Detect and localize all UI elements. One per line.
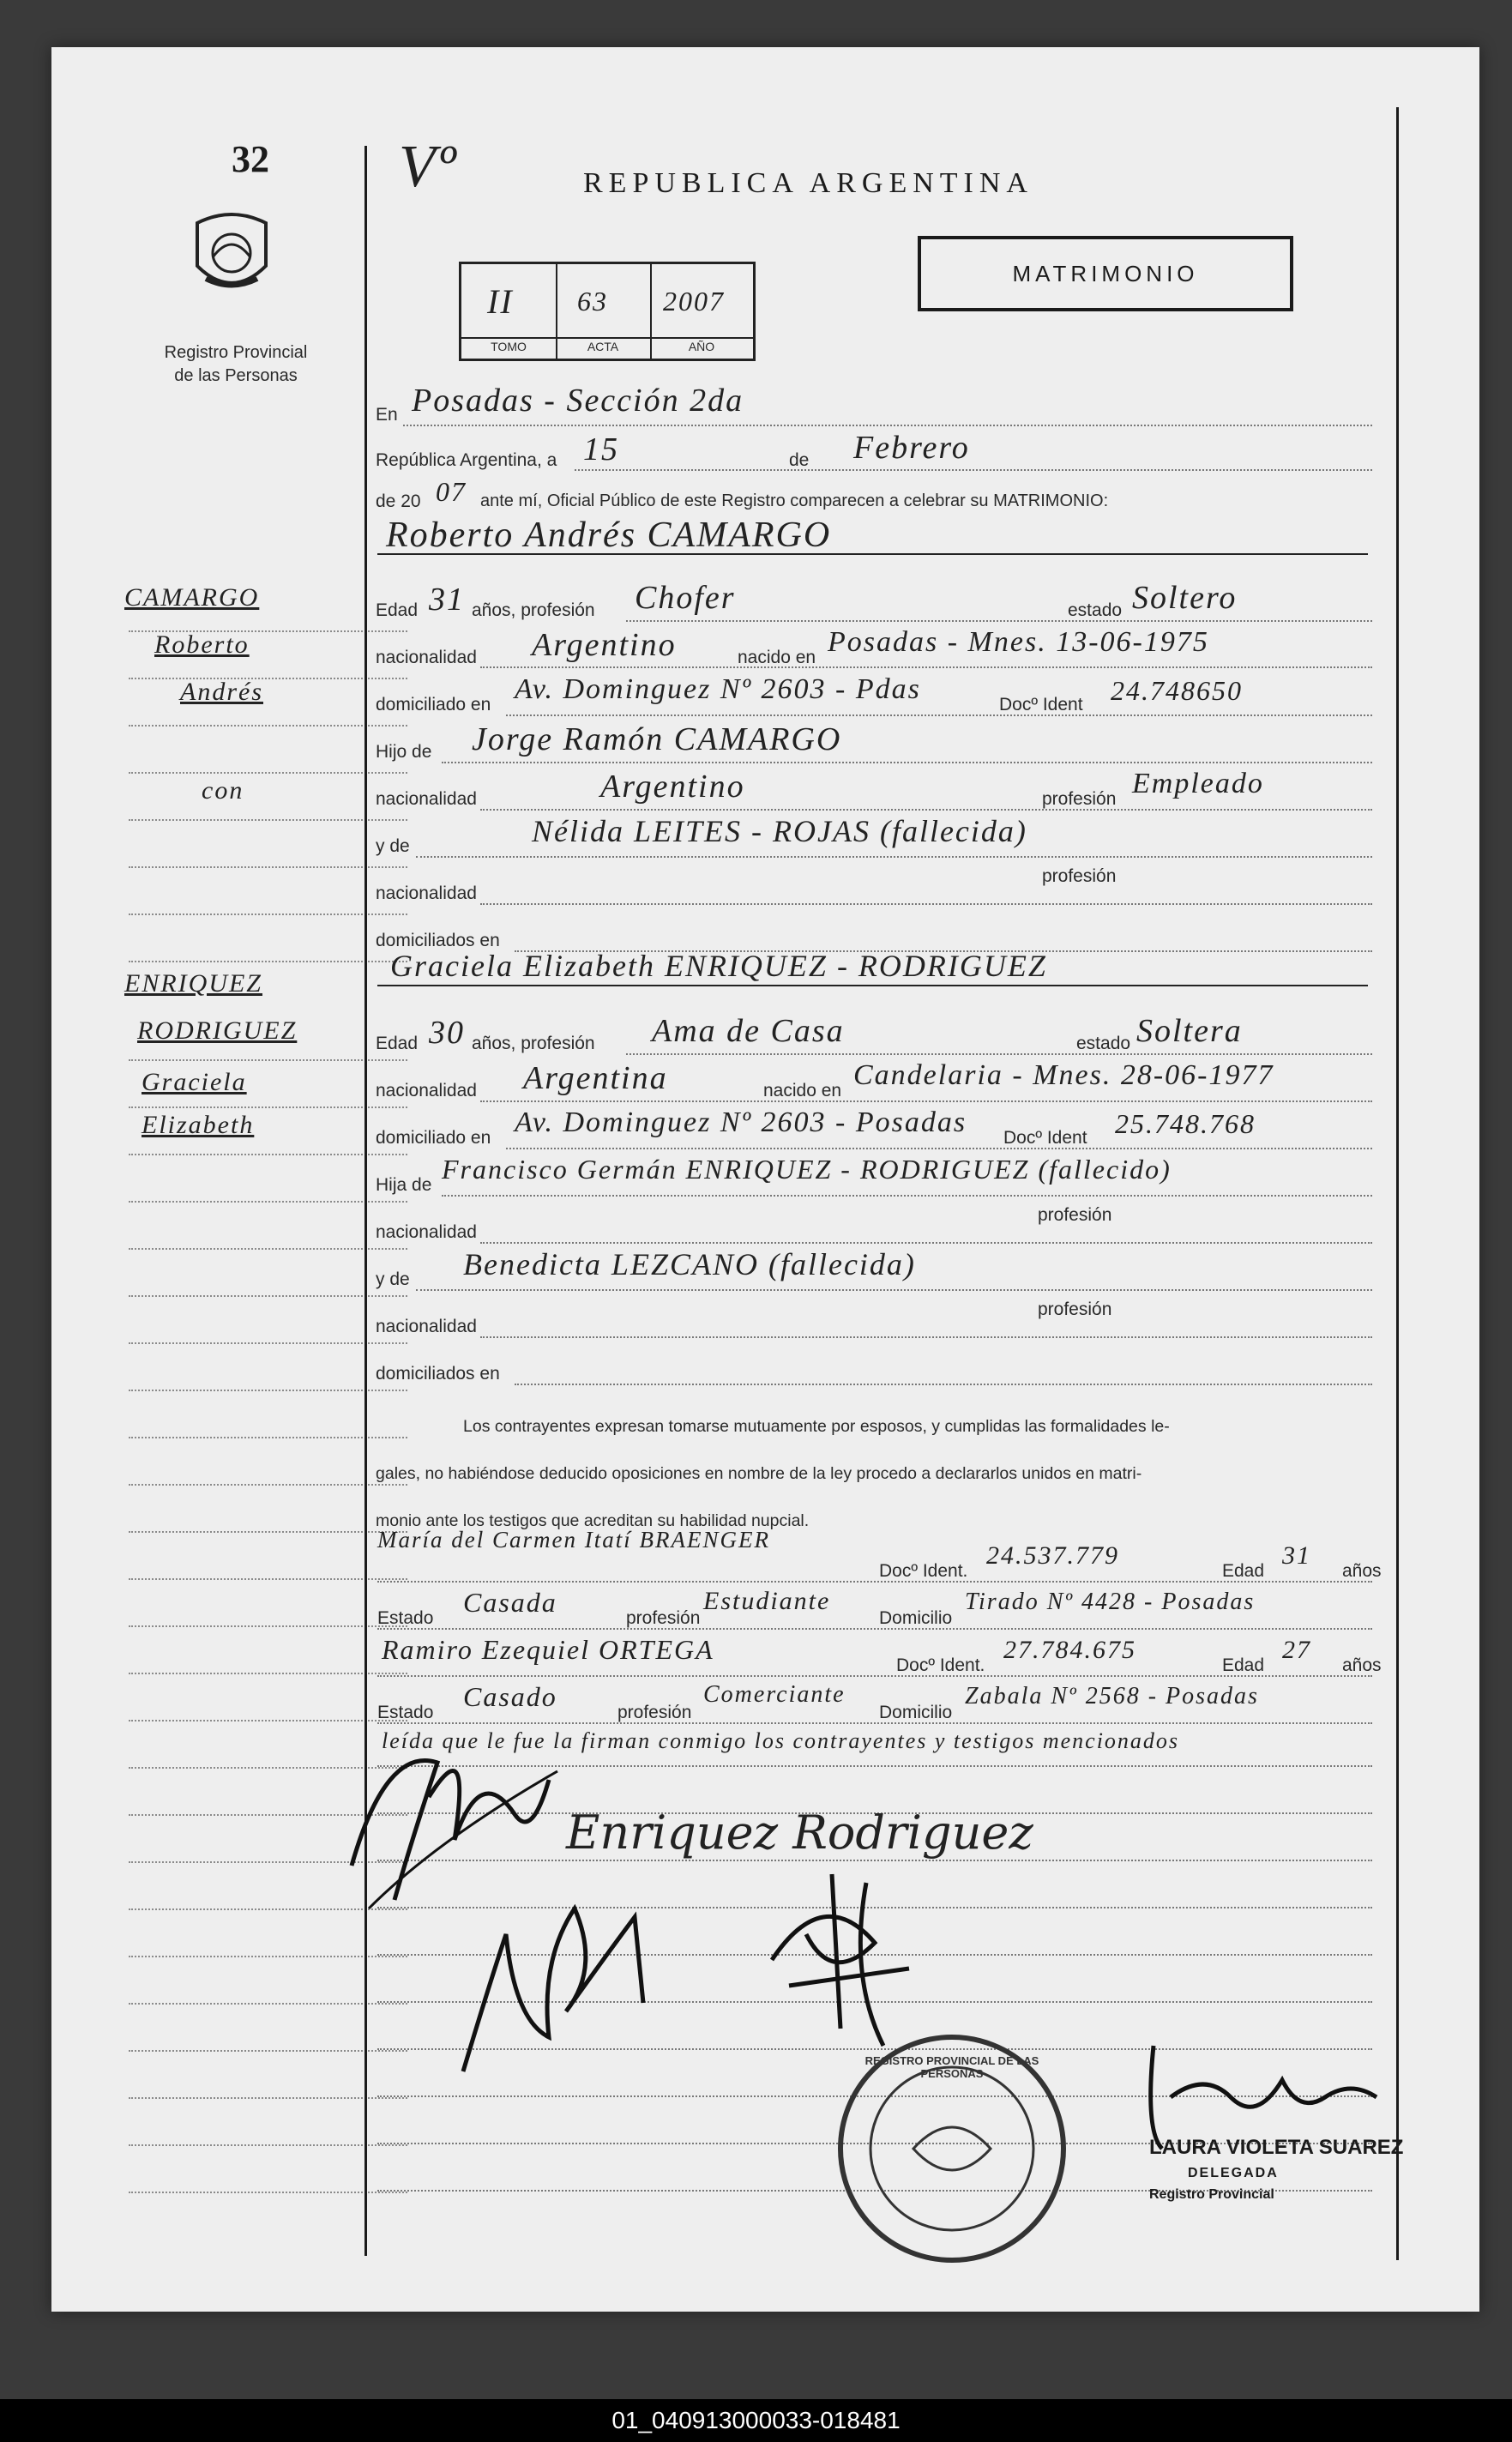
margin-groom-name1: Roberto (154, 630, 250, 659)
margin-bride-surname: ENRIQUEZ (124, 969, 262, 998)
bride-mother-prof-label: profesión (1038, 1299, 1112, 1319)
bride-yde-label: y de (376, 1269, 410, 1289)
stamp-text: REGISTRO PROVINCIAL DE LAS PERSONAS (864, 2054, 1039, 2080)
groom-father-prof-label: profesión (1042, 789, 1117, 809)
bride-domiciliados-label: domiciliados en (376, 1364, 500, 1384)
right-rule (1396, 107, 1399, 2260)
witness-signature-icon (429, 1857, 703, 2080)
groom-profession: Chofer (635, 580, 736, 616)
anio-label: AÑO (688, 340, 715, 353)
certificate-page (51, 47, 1479, 2312)
groom-father-nationality: Argentino (600, 769, 745, 805)
official-name: LAURA VIOLETA SUAREZ (1149, 2136, 1404, 2159)
year: 07 (436, 476, 467, 507)
groom-domicilio-label: domiciliado en (376, 695, 491, 715)
groom-edad-label: Edad (376, 600, 419, 620)
bride-nacido-label: nacido en (763, 1081, 842, 1100)
groom-birth: Posadas - Mnes. 13-06-1975 (828, 626, 1209, 658)
record-box (459, 262, 756, 361)
bride-nacionalidad-label: nacionalidad (376, 1081, 477, 1100)
groom-estado-label: estado (1068, 600, 1123, 620)
witness1-estado-label: Estado (377, 1608, 434, 1628)
closing-note: leída que le fue la firman conmigo los contrayentes y testigos mencionados (382, 1728, 1180, 1753)
bride-name: Graciela Elizabeth ENRIQUEZ - RODRIGUEZ (390, 949, 1047, 983)
witness2-age: 27 (1282, 1636, 1311, 1664)
witness1-edad-label: Edad (1222, 1561, 1265, 1581)
bride-profesion-label: años, profesión (472, 1034, 595, 1053)
witness1-status: Casada (463, 1587, 557, 1618)
groom-doc: 24.748650 (1111, 675, 1243, 706)
appear-text: ante mí, Oficial Público de este Registro comparecen a celebrar su MATRIMONIO: (480, 491, 1109, 510)
margin-bride-name2: Elizabeth (142, 1111, 255, 1139)
groom-profesion-label: años, profesión (472, 600, 595, 620)
groom-father-nat-label: nacionalidad (376, 789, 477, 809)
registry-line-1: Registro Provincial (164, 343, 308, 362)
witness2-estado-label: Estado (377, 1703, 434, 1722)
witness2-prof-label: profesión (617, 1703, 692, 1722)
bride-mother: Benedicta LEZCANO (fallecida) (463, 1247, 916, 1281)
margin-bride-name1: Graciela (142, 1068, 247, 1096)
witness1-age: 31 (1282, 1541, 1311, 1570)
margin-con: con (202, 776, 244, 805)
day: 15 (583, 431, 619, 467)
anio-value: 2007 (663, 286, 725, 317)
witness1-anios-label: años (1342, 1561, 1382, 1581)
doc-type: MATRIMONIO (1012, 261, 1199, 286)
witness2-profession: Comerciante (703, 1681, 846, 1708)
witness2-edad-label: Edad (1222, 1655, 1265, 1675)
initial-mark: Vº (399, 134, 458, 200)
witness1-address: Tirado Nº 4428 - Posadas (965, 1589, 1256, 1615)
official-subtitle: Registro Provincial (1149, 2187, 1274, 2202)
left-rule (364, 146, 367, 2256)
witness2-status: Casado (463, 1681, 557, 1712)
official-title: DELEGADA (1188, 2166, 1279, 2180)
bride-father-prof-label: profesión (1038, 1205, 1112, 1225)
year-prefix: de 20 (376, 491, 421, 511)
republic-label: República Argentina, a (376, 450, 557, 470)
bride-birth: Candelaria - Mnes. 28-06-1977 (853, 1059, 1274, 1091)
witness2-anios-label: años (1342, 1655, 1382, 1675)
month: Febrero (853, 430, 970, 466)
bride-father: Francisco Germán ENRIQUEZ - RODRIGUEZ (fallecido) (442, 1154, 1172, 1185)
acta-label: ACTA (587, 340, 619, 353)
bride-edad-label: Edad (376, 1034, 419, 1053)
bride-doc: 25.748.768 (1115, 1108, 1256, 1139)
bride-estado-label: estado (1076, 1034, 1131, 1053)
acta-value: 63 (577, 286, 608, 317)
groom-father-profession: Empleado (1132, 768, 1264, 799)
tomo-label: TOMO (491, 340, 527, 353)
witness2-doc: 27.784.675 (1003, 1636, 1136, 1664)
witness2-name: Ramiro Ezequiel ORTEGA (382, 1634, 714, 1665)
footer-id: 01_040913000033-018481 (0, 2399, 1512, 2442)
groom-nacionalidad-label: nacionalidad (376, 648, 477, 667)
de-label: de (789, 450, 810, 470)
witness1-domicilio-label: Domicilio (879, 1608, 953, 1628)
margin-groom-name2: Andrés (180, 678, 263, 706)
groom-status: Soltero (1132, 580, 1238, 616)
witness1-prof-label: profesión (626, 1608, 701, 1628)
province-seal-icon (189, 206, 274, 300)
witness2-domicilio-label: Domicilio (879, 1703, 953, 1722)
groom-nacido-label: nacido en (738, 648, 816, 667)
groom-mother-prof-label: profesión (1042, 866, 1117, 886)
declaration-line-1: Los contrayentes expresan tomarse mutuamente por esposos, y cumplidas las formalidades le- (463, 1417, 1170, 1436)
bride-hija-label: Hija de (376, 1175, 432, 1195)
en-label: En (376, 405, 398, 425)
bride-status: Soltera (1136, 1013, 1243, 1049)
margin-bride-surname2: RODRIGUEZ (137, 1016, 298, 1045)
witness1-profession: Estudiante (703, 1587, 831, 1615)
groom-domiciliados-label: domiciliados en (376, 931, 500, 950)
witness1-name: María del Carmen Itatí BRAENGER (377, 1527, 770, 1553)
registry-line-2: de las Personas (174, 366, 298, 385)
bride-mother-nat-label: nacionalidad (376, 1317, 477, 1336)
bride-nationality: Argentina (523, 1060, 668, 1096)
groom-hijo-label: Hijo de (376, 742, 432, 762)
country-title: REPUBLICA ARGENTINA (583, 167, 1033, 199)
groom-father: Jorge Ramón CAMARGO (472, 721, 842, 757)
witness2-address: Zabala Nº 2568 - Posadas (965, 1683, 1259, 1709)
page-number: 32 (232, 138, 269, 180)
groom-nationality: Argentino (532, 627, 677, 663)
place: Posadas - Sección 2da (412, 383, 744, 419)
bride-signature: Enriquez Rodriguez (566, 1806, 1033, 1860)
groom-mother-nat-label: nacionalidad (376, 883, 477, 903)
tomo-value: II (487, 282, 514, 321)
groom-address: Av. Dominguez Nº 2603 - Pdas (515, 673, 921, 705)
witness1-doc: 24.537.779 (986, 1541, 1119, 1570)
groom-age: 31 (429, 582, 465, 618)
witness1-doc-label: Docº Ident. (879, 1561, 968, 1581)
groom-mother: Nélida LEITES - ROJAS (fallecida) (532, 814, 1027, 848)
bride-address: Av. Dominguez Nº 2603 - Posadas (515, 1106, 967, 1138)
groom-doc-label: Docº Ident (999, 695, 1083, 715)
groom-yde-label: y de (376, 836, 410, 856)
bride-profession: Ama de Casa (652, 1013, 845, 1049)
bride-age: 30 (429, 1015, 465, 1051)
doc-type-box (918, 236, 1293, 311)
bride-doc-label: Docº Ident (1003, 1128, 1087, 1148)
bride-father-nat-label: nacionalidad (376, 1222, 477, 1242)
bride-domicilio-label: domiciliado en (376, 1128, 491, 1148)
groom-name: Roberto Andrés CAMARGO (386, 516, 832, 555)
margin-groom-surname: CAMARGO (124, 583, 260, 612)
declaration-line-3: monio ante los testigos que acreditan su habilidad nupcial. (376, 1511, 810, 1530)
declaration-line-2: gales, no habiéndose deducido oposiciones en nombre de la ley procedo a declararlos unidos en matri- (376, 1464, 1142, 1483)
witness2-doc-label: Docº Ident. (896, 1655, 985, 1675)
